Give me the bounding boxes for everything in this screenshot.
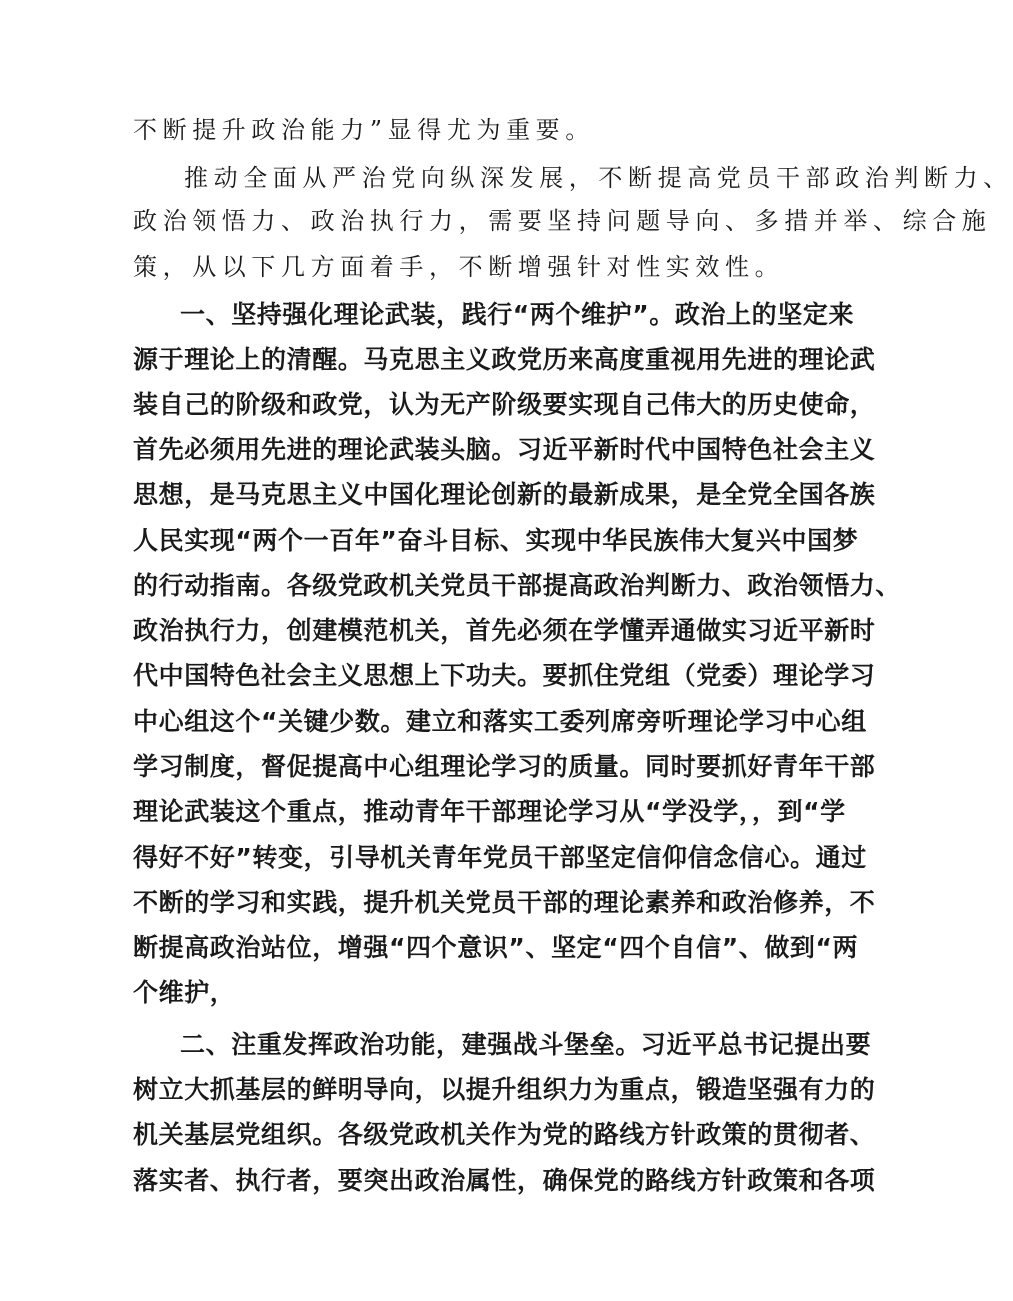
section-one-line-10: 中心组这个“关键少数。建立和落实工委列席旁听理论学习中心组 [133, 707, 867, 736]
section-one-line-16: 个维护， [133, 978, 236, 1007]
section-one-line-13: 得好不好”转变，引导机关青年党员干部坚定信仰信念信心。通过 [133, 843, 867, 872]
section-two-line-4: 落实者、执行者，要突出政治属性，确保党的路线方针政策和各项 [133, 1166, 876, 1195]
section-one-line-6: 人民实现“两个一百年”奋斗目标、实现中华民族伟大复兴中国梦 [133, 526, 859, 555]
intro-line-1: 不断提升政治能力”显得尤为重要。 [133, 116, 595, 144]
section-two-line-2: 树立大抓基层的鲜明导向，以提升组织力为重点，锻造坚强有力的 [133, 1075, 876, 1104]
section-one-line-12: 理论武装这个重点，推动青年干部理论学习从“学没学，，到“学 [133, 797, 846, 826]
section-one-line-2: 源于理论上的清醒。马克思主义政党历来高度重视用先进的理论武 [133, 345, 876, 374]
section-one-line-8: 政治执行力，创建模范机关，首先必须在学懂弄通做实习近平新时 [133, 616, 876, 645]
section-one-line-5: 思想，是马克思主义中国化理论创新的最新成果，是全党全国各族 [133, 480, 876, 509]
section-one-line-15: 断提高政治站位，增强“四个意识”、坚定“四个自信”、做到“两 [133, 933, 859, 962]
section-two-line-3: 机关基层党组织。各级党政机关作为党的路线方针政策的贯彻者、 [133, 1120, 876, 1149]
section-one-line-14: 不断的学习和实践，提升机关党员干部的理论素养和政治修养，不 [133, 888, 876, 917]
section-one-line-7: 的行动指南。各级党政机关党员干部提高政治判断力、政治领悟力、 [133, 571, 902, 600]
section-two-line-1: 二、注重发挥政治功能，建强战斗堡垒。习近平总书记提出要 [180, 1030, 872, 1059]
section-one-line-4: 首先必须用先进的理论武装头脑。习近平新时代中国特色社会主义 [133, 435, 876, 464]
section-one-line-11: 学习制度，督促提高中心组理论学习的质量。同时要抓好青年干部 [133, 752, 876, 781]
section-one-line-3: 装自己的阶级和政党，认为无产阶级要实现自己伟大的历史使命， [133, 390, 876, 419]
section-one-line-1: 一、坚持强化理论武装，践行“两个维护”。政治上的坚定来 [180, 300, 855, 329]
intro-line-2: 推动全面从严治党向纵深发展，不断提高党员干部政治判断力、 [184, 164, 1013, 192]
intro-line-3: 政治领悟力、政治执行力，需要坚持问题导向、多措并举、综合施 [133, 207, 992, 235]
intro-line-4: 策，从以下几方面着手，不断增强针对性实效性。 [133, 253, 785, 281]
section-one-line-9: 代中国特色社会主义思想上下功夫。要抓住党组（党委）理论学习 [133, 661, 876, 690]
